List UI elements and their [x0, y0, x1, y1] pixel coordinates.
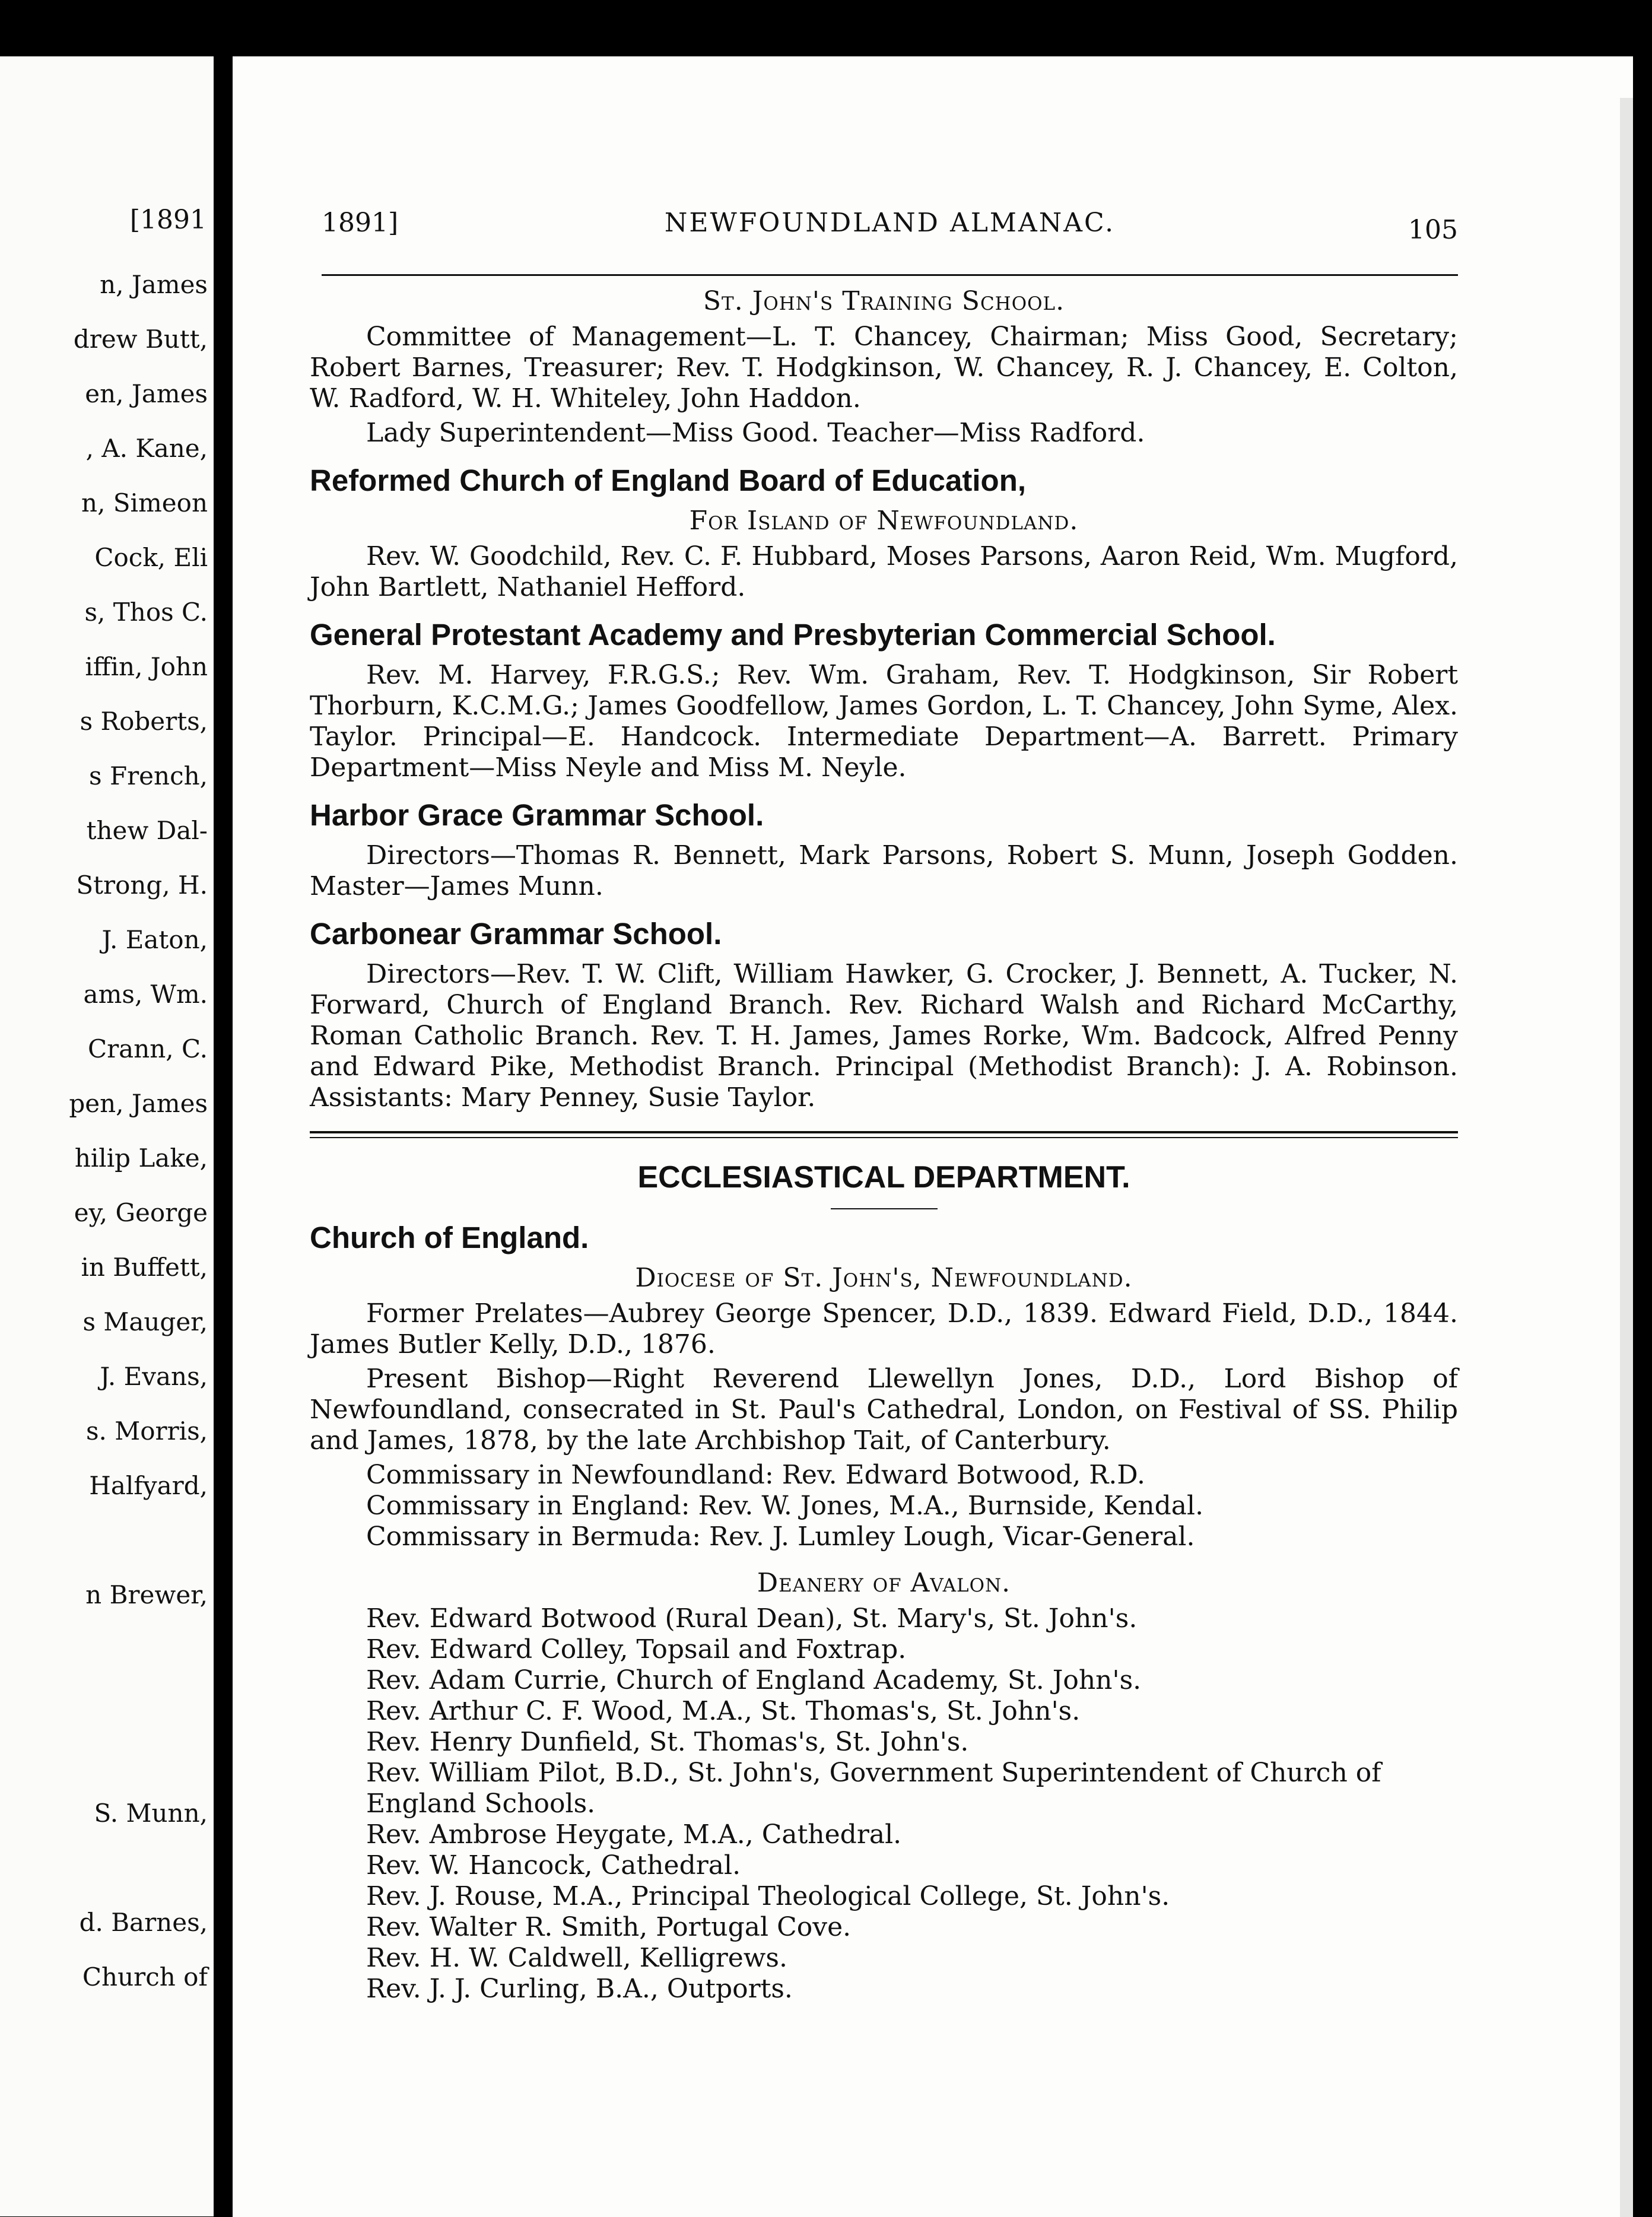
- facing-page-fragment: S. Munn,: [94, 1799, 208, 1828]
- facing-page-fragment: J. Eaton,: [101, 925, 208, 954]
- facing-page-fragment: s French,: [89, 761, 208, 790]
- clergy-entry: Rev. Adam Currie, Church of England Academy, St. John's.: [366, 1665, 1142, 1695]
- facing-page-fragment: J. Evans,: [100, 1362, 208, 1391]
- facing-page-fragment: [69, 1853, 208, 1908]
- reformed-subheading: For Island of Newfoundland.: [689, 506, 1079, 536]
- deanery-subheading: Deanery of Avalon.: [757, 1568, 1011, 1598]
- ecclesiastical-heading: ECCLESIASTICAL DEPARTMENT.: [637, 1160, 1130, 1195]
- present-bishop: Present Bishop—Right Reverend Llewellyn Jones, D.D., Lord Bishop of Newfoundland, consecrated in St. Paul's Cathedral, London, on Festival of SS. Philip and James, 1878, by the late Archbishop Tait, of Canterbury.: [310, 1364, 1458, 1456]
- facing-page-fragment: s, Thos C.: [84, 598, 208, 627]
- facing-page-fragment: [69, 1689, 208, 1744]
- header-page-number: 105: [1408, 215, 1458, 245]
- harbor-grace-heading: Harbor Grace Grammar School.: [310, 798, 764, 832]
- clergy-entry: Rev. Edward Colley, Topsail and Foxtrap.: [366, 1634, 907, 1665]
- facing-page-fragment: , A. Kane,: [85, 434, 208, 463]
- facing-page-fragment: Strong, H.: [76, 871, 208, 900]
- facing-page-fragment: Cock, Eli: [94, 543, 208, 572]
- training-school-staff: Lady Superintendent—Miss Good. Teacher—Miss Radford.: [366, 418, 1145, 448]
- harbor-grace-text: Directors—Thomas R. Bennett, Mark Parsons, Robert S. Munn, Joseph Godden. Master—James Munn.: [310, 840, 1458, 901]
- church-of-england-heading: Church of England.: [310, 1221, 589, 1254]
- facing-page-fragment: Halfyard,: [89, 1471, 208, 1500]
- facing-page-fragment: drew Butt,: [73, 325, 208, 354]
- facing-page-fragment: hilip Lake,: [74, 1144, 208, 1173]
- section-double-rule: [310, 1131, 1458, 1138]
- facing-page-fragment: Crann, C.: [87, 1034, 208, 1063]
- facing-page-fragment: n, Simeon: [81, 488, 208, 517]
- commissary-entry: Commissary in Newfoundland: Rev. Edward Botwood, R.D.: [366, 1460, 1146, 1490]
- reformed-heading: Reformed Church of England Board of Education,: [310, 463, 1027, 497]
- facing-page-fragment: pen, James: [69, 1089, 208, 1118]
- header-title: NEWFOUNDLAND ALMANAC.: [664, 208, 1116, 238]
- commissary-entry: Commissary in Bermuda: Rev. J. Lumley Lough, Vicar-General.: [366, 1522, 1195, 1552]
- diocese-subheading: Diocese of St. John's, Newfoundland.: [635, 1263, 1133, 1293]
- facing-page-fragment: s. Morris,: [85, 1416, 208, 1446]
- facing-page-fragment: iffin, John: [85, 652, 208, 681]
- clergy-entry: Rev. Henry Dunfield, St. Thomas's, St. John's.: [366, 1727, 969, 1757]
- short-rule: [831, 1208, 938, 1209]
- facing-page-fragment: n Brewer,: [85, 1580, 208, 1609]
- page-content: [310, 285, 1458, 2005]
- facing-page-fragment: ams, Wm.: [83, 980, 208, 1009]
- commissary-entry: Commissary in England: Rev. W. Jones, M.A., Burnside, Kendal.: [366, 1491, 1204, 1521]
- facing-page-fragments: [69, 270, 208, 2017]
- commissary-list: [310, 1460, 1458, 1552]
- page-edge-shadow: [1620, 98, 1633, 2217]
- clergy-entry: Rev. J. J. Curling, B.A., Outports.: [366, 1974, 793, 2004]
- clergy-entry: Rev. Arthur C. F. Wood, M.A., St. Thomas's, St. John's.: [366, 1696, 1081, 1726]
- facing-page-header: [1891: [129, 205, 206, 235]
- general-protestant-heading: General Protestant Academy and Presbyterian Commercial School.: [310, 618, 1276, 652]
- general-protestant-text: Rev. M. Harvey, F.R.G.S.; Rev. Wm. Graham, Rev. T. Hodgkinson, Sir Robert Thorburn, K.C.M.G.; James Goodfellow, James Gordon, L. T. Chancey, John Syme, Alex. Taylor. Principal—E. Handcock. Intermediate Department—A. Barrett. Primary Department—Miss Neyle and Miss M. Neyle.: [310, 660, 1458, 783]
- facing-page-fragment: [69, 1635, 208, 1689]
- facing-page-fragment: in Buffett,: [81, 1253, 208, 1282]
- running-header: [322, 208, 1458, 243]
- clergy-entry: Rev. Edward Botwood (Rural Dean), St. Mary's, St. John's.: [366, 1603, 1138, 1634]
- training-school-title: St. John's Training School.: [703, 286, 1065, 316]
- reformed-text: Rev. W. Goodchild, Rev. C. F. Hubbard, Moses Parsons, Aaron Reid, Wm. Mugford, John Bartlett, Nathaniel Hefford.: [310, 541, 1458, 602]
- training-school-committee: Committee of Management—L. T. Chancey, Chairman; Miss Good, Secretary; Robert Barnes, Treasurer; Rev. T. Hodgkinson, W. Chancey, R. J. Chancey, E. Colton, W. Radford, W. H. Whiteley, John Haddon.: [310, 322, 1458, 414]
- page: [233, 56, 1633, 2217]
- clergy-entry: Rev. Ambrose Heygate, M.A., Cathedral.: [366, 1819, 902, 1850]
- clergy-entry: Rev. J. Rouse, M.A., Principal Theological College, St. John's.: [366, 1881, 1170, 1911]
- facing-page-fragment: s Roberts,: [80, 707, 208, 736]
- former-prelates: Former Prelates—Aubrey George Spencer, D.D., 1839. Edward Field, D.D., 1844. James Butler Kelly, D.D., 1876.: [310, 1298, 1458, 1360]
- facing-page-fragment: d. Barnes,: [79, 1908, 208, 1937]
- clergy-list: [310, 1603, 1458, 2005]
- clergy-entry: Rev. H. W. Caldwell, Kelligrews.: [366, 1943, 787, 1973]
- facing-page-fragment: thew Dal-: [86, 816, 208, 845]
- facing-page-fragment: s Mauger,: [82, 1307, 208, 1336]
- clergy-entry: Rev. W. Hancock, Cathedral.: [366, 1850, 741, 1881]
- facing-page-fragment: [69, 1526, 208, 1580]
- clergy-entry: Rev. William Pilot, B.D., St. John's, Government Superintendent of Church of England Schools.: [366, 1758, 1381, 1819]
- facing-page-fragment: ey, George: [74, 1198, 208, 1227]
- carbonear-text: Directors—Rev. T. W. Clift, William Hawker, G. Crocker, J. Bennett, A. Tucker, N. Forward, Church of England Branch. Rev. Richard Walsh and Richard McCarthy, Roman Catholic Branch. Rev. T. H. James, James Rorke, Wm. Badcock, Alfred Penny and Edward Pike, Methodist Branch. Principal (Methodist Branch): J. A. Robinson. Assistants: Mary Penney, Susie Taylor.: [310, 959, 1458, 1113]
- facing-page-fragment: [69, 1744, 208, 1799]
- facing-page-fragment: en, James: [85, 379, 208, 408]
- facing-page-fragment: Church of: [82, 1962, 208, 1992]
- header-year: 1891]: [322, 208, 399, 238]
- facing-page-fragment: n, James: [100, 270, 208, 299]
- carbonear-heading: Carbonear Grammar School.: [310, 917, 722, 951]
- facing-page: [0, 56, 214, 2216]
- clergy-entry: Rev. Walter R. Smith, Portugal Cove.: [366, 1912, 852, 1942]
- header-rule: [322, 274, 1458, 276]
